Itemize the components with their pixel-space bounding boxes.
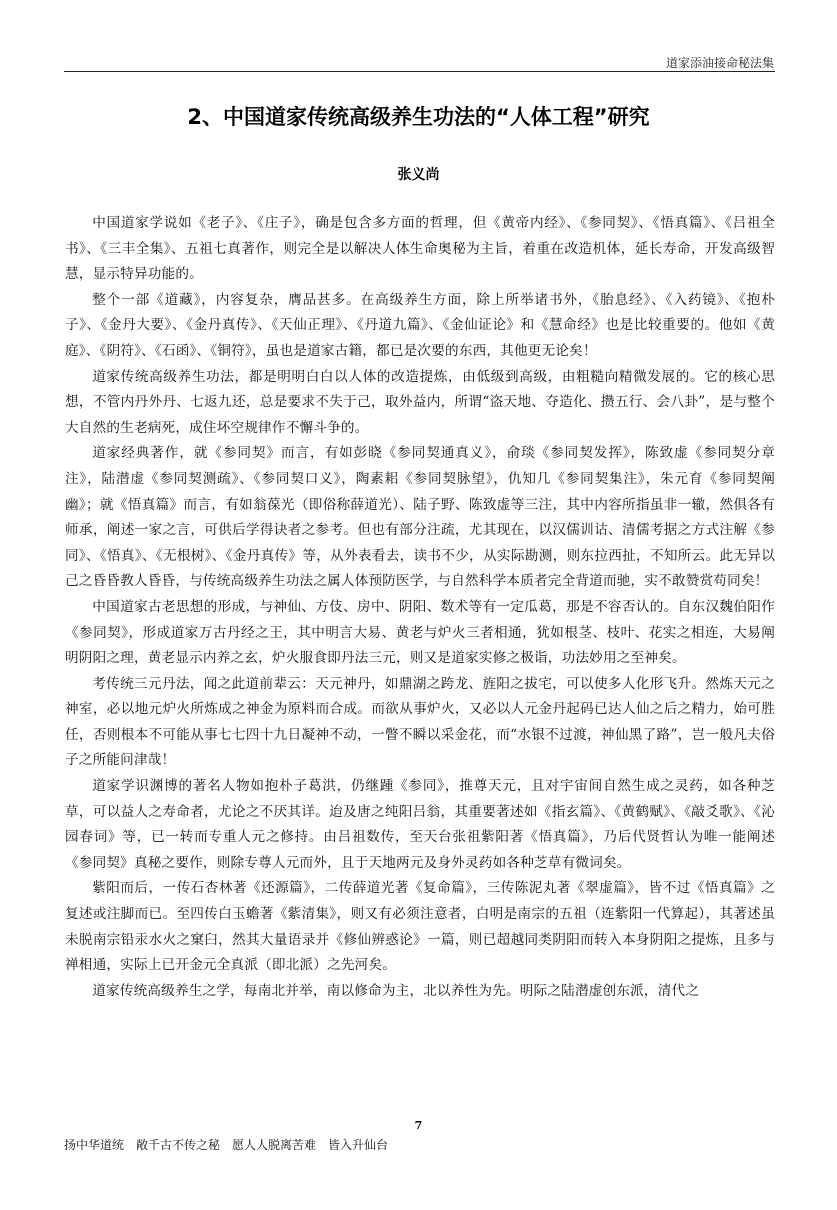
article-body <box>65 211 775 1004</box>
article-title: 2、中国道家传统高级养生功法的“人体工程”研究 <box>187 105 650 129</box>
page-number: 7 <box>414 1119 423 1132</box>
paragraph: 道家传统高级养生功法，都是明明白白以人体的改造提炼，由低级到高级，由粗糙向精微发展的。它的核心思想，不管内丹外丹、七返九还，总是要求不失于己，取外益内，所谓“盗天地、夺造化、攒五行、会八卦”，是与整个大自然的生老病死，成住坏空规律作不懈斗争的。 <box>65 368 775 436</box>
paragraph: 整个一部《道藏》，内容复杂，膺品甚多。在高级养生方面，除上所举诸书外，《胎息经》、《入药镜》、《抱朴子》、《金丹大要》、《金丹真传》、《天仙正理》、《丹道九篇》、《金仙证论》和《慧命经》也是比较重要的。他如《黄庭》、《阴符》、《石函》、《铜符》，虽也是道家古籍，都已是次要的东西，其他更无论矣！ <box>65 291 775 359</box>
running-header: 道家添油接命秘法集 <box>665 56 774 70</box>
article-author: 张义尚 <box>397 167 440 183</box>
paragraph: 道家传统高级养生之学，每南北并举，南以修命为主，北以养性为先。明际之陆潜虚创东派，清代之 <box>92 982 700 999</box>
footer-motto: 扬中华道统 敞千古不传之秘 愿人人脱离苦难 皆入升仙台 <box>64 1138 389 1152</box>
paragraph: 紫阳而后，一传石杏林著《还源篇》，二传薛道光著《复命篇》，三传陈泥丸著《翠虚篇》，皆不过《悟真篇》之复述或注脚而已。至四传白玉蟾著《紫清集》，则又有必须注意者，白明是南宗的五祖（连紫阳一代算起），其著述虽未脱南宗铅汞水火之窠臼，然其大量语录并《修仙辨惑论》一篇，则已超越同类阴阳而转入本身阴阳之提炼，且多与禅相通，实际上已开金元全真派（即北派）之先河矣。 <box>65 880 775 974</box>
paragraph: 道家经典著作，就《参同契》而言，有如彭晓《参同契通真义》，俞琰《参同契发挥》，陈致虚《参同契分章注》，陆潜虚《参同契测疏》、《参同契口义》，陶素耜《参同契脉望》，仇知几《参同契集注》，朱元育《参同契阐幽》；就《悟真篇》而言，有如翁葆光（即俗称薛道光）、陆子野、陈致虚等三注，其中内容所指虽非一辙，然俱各有师承，阐述一家之言，可供后学得诀者之参考。但也有部分注疏，尤其现在，以汉儒训诂、清儒考据之方式注解《参同》、《悟真》、《无根树》、《金丹真传》等，从外表看去，读书不少，从实际勘测，则东拉西扯，不知所云。此无异以己之昏昏教人昏昏，与传统高级养生功法之属人体预防医学，与自然科学本质者完全背道而驰，实不敢赞赏苟同矣！ <box>65 445 775 590</box>
header-rule <box>64 71 775 72</box>
paragraph: 考传统三元丹法，闻之此道前辈云：天元神丹，如鼎湖之跨龙、旌阳之拔宅，可以使多人化形飞升。然炼天元之神室，必以地元炉火所炼成之神金为原料而合成。而欲从事炉火，又必以人元金丹起码已达人仙之后之精力，始可胜任，否则根本不可能从事七七四十九日凝神不动，一瞥不瞬以采金花，而“水银不过渡，神仙黑了路”，岂一般凡夫俗子之所能问津哉！ <box>65 675 775 769</box>
paragraph: 中国道家古老思想的形成，与神仙、方伎、房中、阴阳、数术等有一定瓜葛，那是不容否认的。自东汉魏伯阳作《参同契》，形成道家万古丹经之王，其中明言大易、黄老与炉火三者相通，犹如根茎、枝叶、花实之相连，大易阐明阴阳之理，黄老显示内养之玄，炉火服食即丹法三元，则又是道家实修之极诣，功法妙用之至神矣。 <box>65 598 775 667</box>
paragraph: 中国道家学说如《老子》、《庄子》，确是包含多方面的哲理，但《黄帝内经》、《参同契》、《悟真篇》、《吕祖全书》、《三丰全集》、五祖七真著作，则完全是以解决人体生命奥秘为主旨，着重在改造机体，延长寿命，开发高级智慧，显示特异功能的。 <box>65 215 775 283</box>
paragraph: 道家学识渊博的著名人物如抱朴子葛洪，仍继踵《参同》，推尊天元，且对宇宙间自然生成之灵药，如各种芝草，可以益人之寿命者，尤论之不厌其详。迨及唐之纯阳吕翁，其重要著述如《指玄篇》、《黄鹤赋》、《敲爻歌》、《沁园春词》等，已一转而专重人元之修持。由吕祖数传，至天台张祖紫阳著《悟真篇》，乃后代贤哲认为唯一能阐述《参同契》真秘之要作，则除专尊人元而外，且于天地两元及身外灵药如各种芝草有微词矣。 <box>65 778 775 871</box>
